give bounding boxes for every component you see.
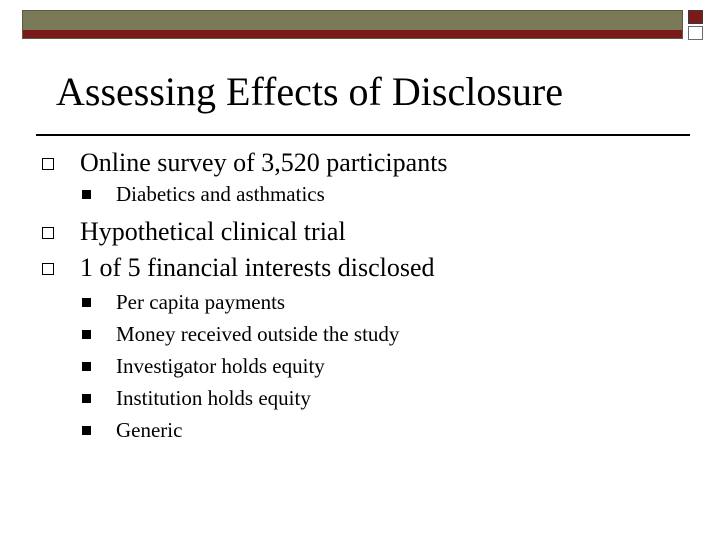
bullet-text-level2: Institution holds equity	[116, 386, 311, 410]
header-bar-accent-stripe	[23, 30, 682, 38]
filled-square-bullet-icon	[82, 190, 91, 199]
bullet-text-level2: Investigator holds equity	[116, 354, 325, 378]
bullet-text-level2: Generic	[116, 418, 183, 442]
bullet-text-level1: Hypothetical clinical trial	[80, 217, 346, 246]
bullet-text-level1: Online survey of 3,520 participants	[80, 148, 448, 177]
header-bar	[22, 10, 683, 39]
hollow-square-bullet-icon	[42, 263, 54, 275]
title-underline	[36, 134, 690, 136]
filled-square-bullet-icon	[82, 298, 91, 307]
hollow-square-bullet-icon	[42, 227, 54, 239]
filled-square-bullet-icon	[82, 330, 91, 339]
filled-square-bullet-icon	[82, 394, 91, 403]
bullet-text-level1: 1 of 5 financial interests disclosed	[80, 253, 435, 282]
slide-title: Assessing Effects of Disclosure	[56, 69, 563, 114]
bullet-text-level2: Per capita payments	[116, 290, 286, 314]
filled-square-bullet-icon	[82, 426, 91, 435]
bullet-text-level2: Diabetics and asthmatics	[116, 182, 325, 206]
header-corner-square-bottom	[688, 26, 703, 40]
header-corner-square-top	[688, 10, 703, 24]
filled-square-bullet-icon	[82, 362, 91, 371]
hollow-square-bullet-icon	[42, 158, 54, 170]
bullet-text-level2: Money received outside the study	[116, 322, 400, 346]
